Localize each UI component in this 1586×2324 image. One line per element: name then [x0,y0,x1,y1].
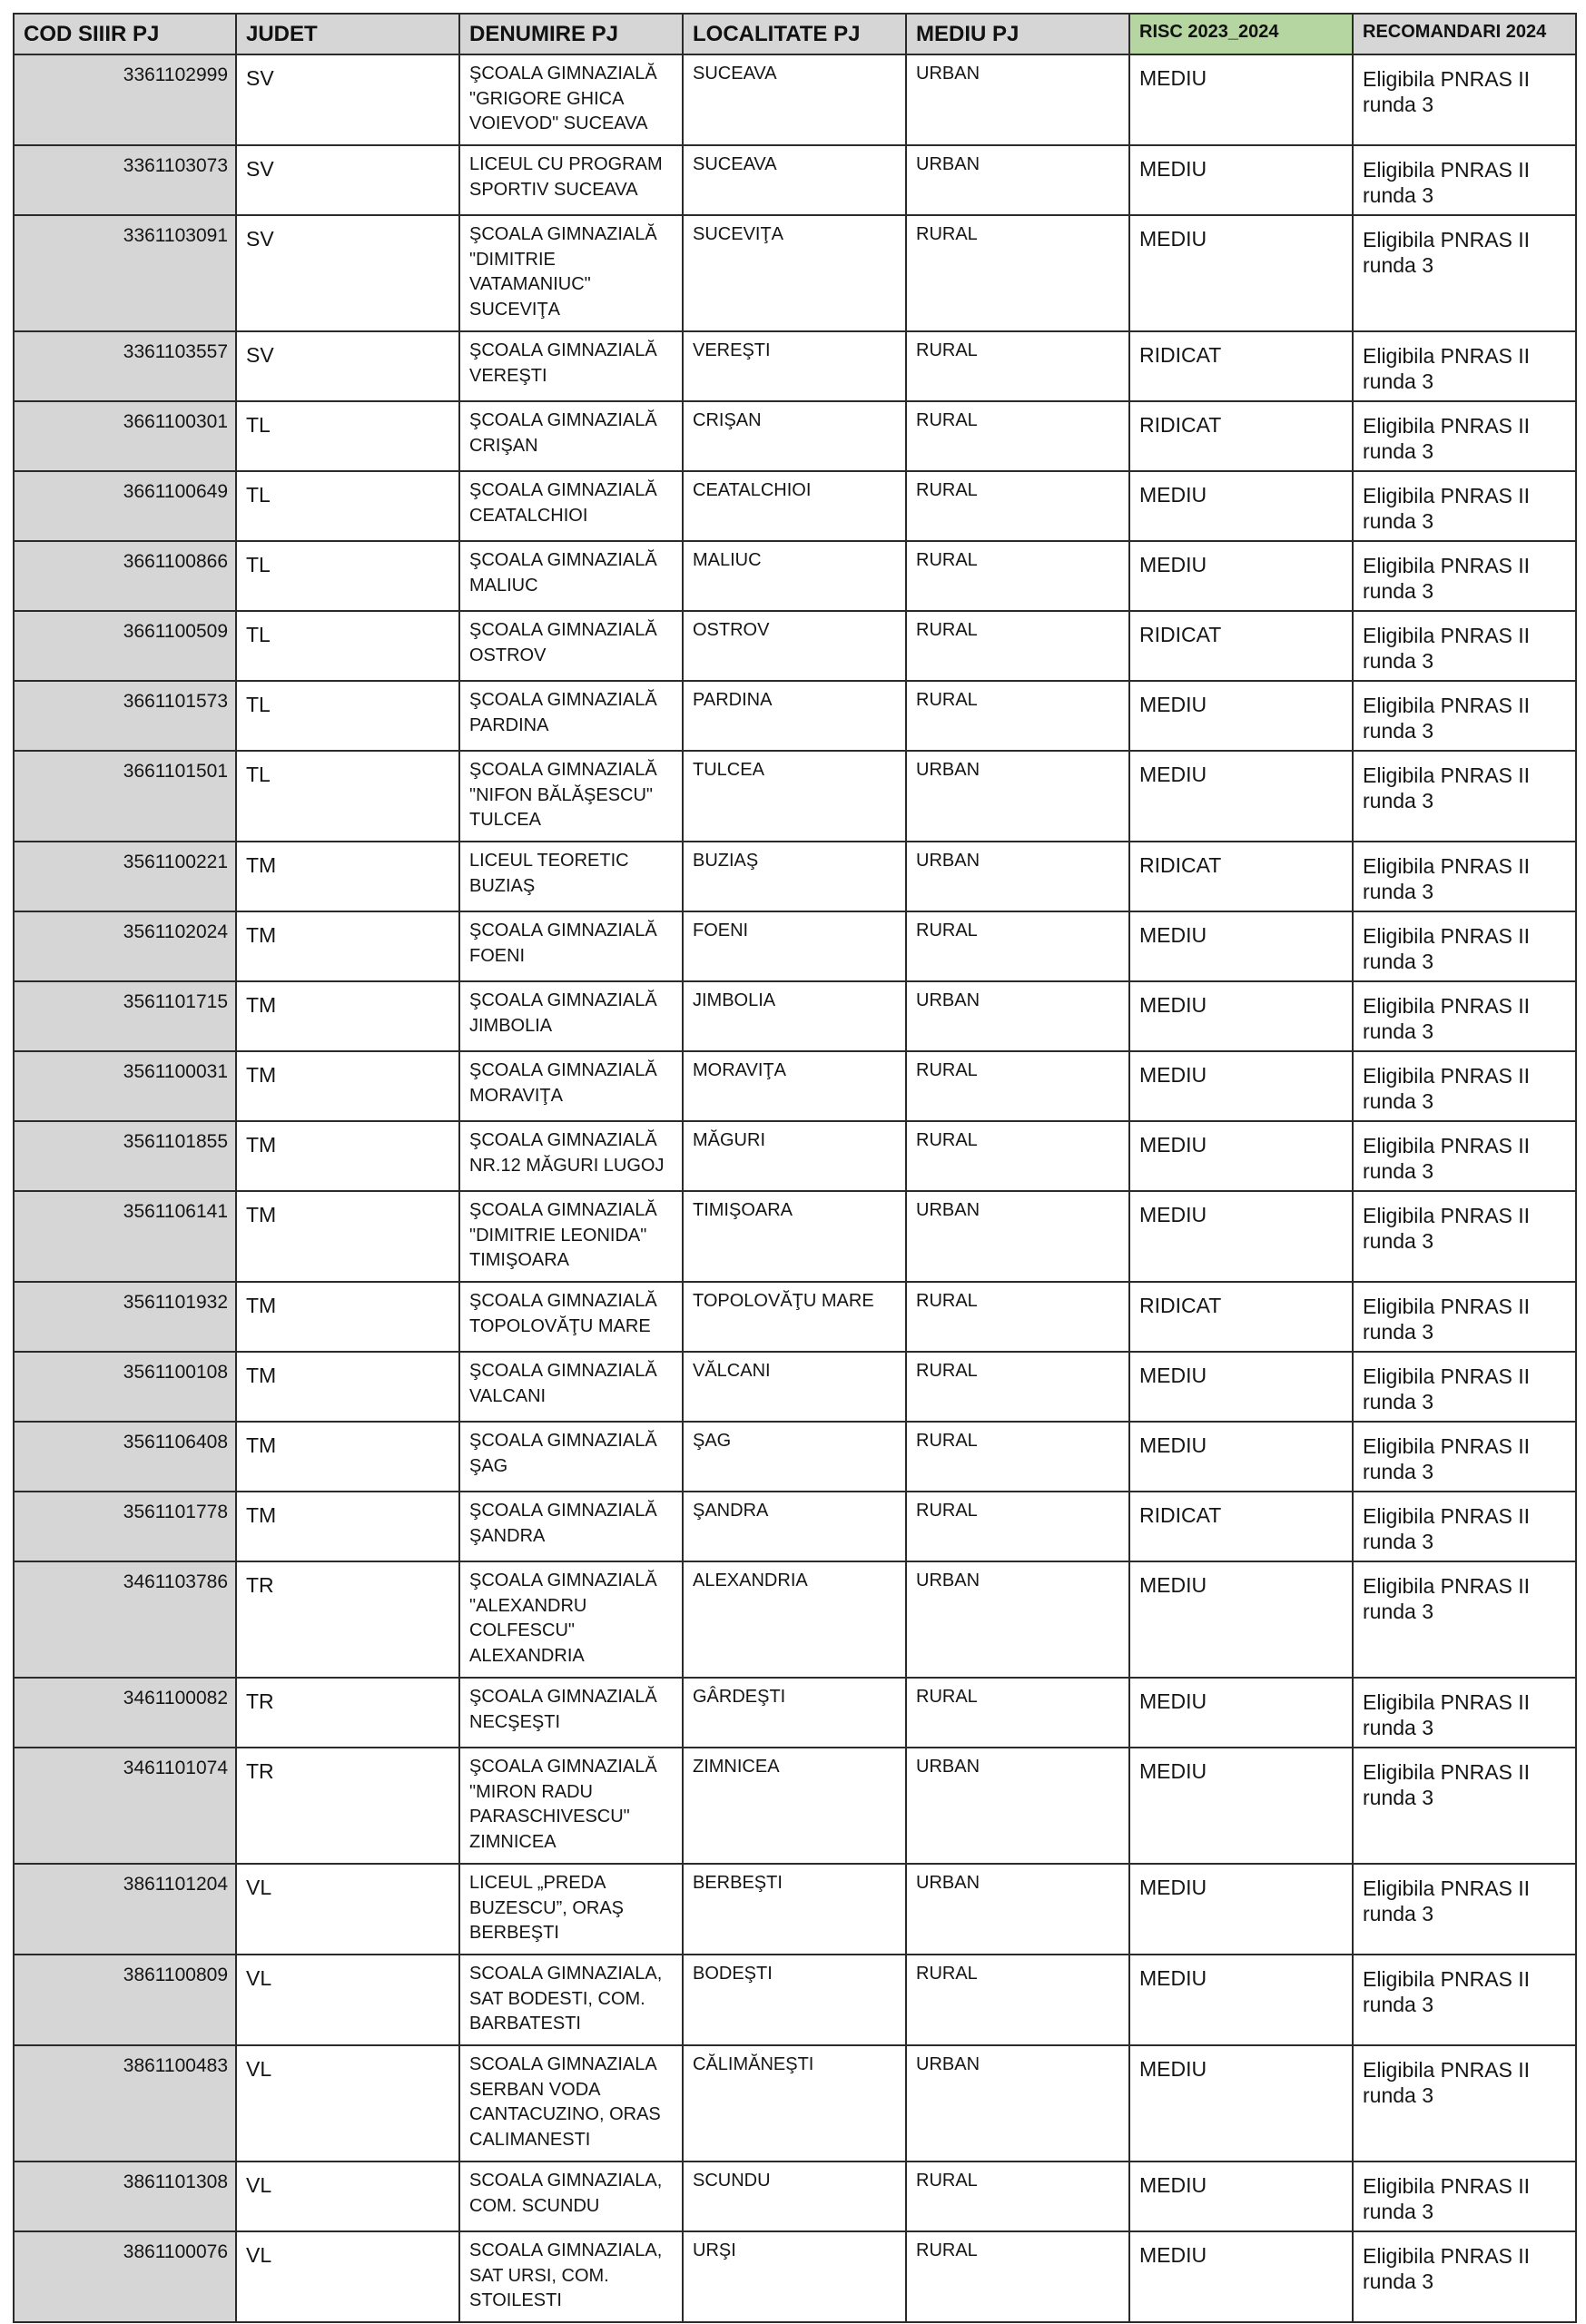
cell-localitate[interactable]: CEATALCHIOI [683,471,906,541]
cell-localitate[interactable]: TULCEA [683,751,906,842]
cell-mediu[interactable]: RURAL [906,331,1129,401]
table-row[interactable] [14,331,1576,401]
cell-risc[interactable]: MEDIU [1129,215,1353,331]
cell-recomandari[interactable]: Eligibila PNRAS II runda 3 [1353,981,1576,1051]
cell-judet[interactable]: SV [236,145,459,215]
cell-cod-siiir[interactable]: 3661100866 [14,541,236,611]
cell-localitate[interactable]: SUCEAVA [683,54,906,145]
cell-mediu[interactable]: RURAL [906,2162,1129,2231]
table-row[interactable] [14,1678,1576,1748]
cell-denumire[interactable]: SCOALA GIMNAZIALA SERBAN VODA CANTACUZINO, ORAS CALIMANESTI [459,2045,683,2162]
cell-judet[interactable]: SV [236,54,459,145]
cell-mediu[interactable]: URBAN [906,2045,1129,2162]
header-localitate[interactable]: LOCALITATE PJ [683,14,906,54]
cell-risc[interactable]: RIDICAT [1129,1282,1353,1352]
cell-denumire[interactable]: ŞCOALA GIMNAZIALĂ ŞANDRA [459,1492,683,1561]
cell-localitate[interactable]: TOPOLOVĂŢU MARE [683,1282,906,1352]
cell-cod-siiir[interactable]: 3561106141 [14,1191,236,1282]
cell-localitate[interactable]: FOENI [683,911,906,981]
cell-risc[interactable]: MEDIU [1129,1051,1353,1121]
table-row[interactable] [14,1748,1576,1864]
table-row[interactable] [14,751,1576,842]
cell-risc[interactable]: MEDIU [1129,1121,1353,1191]
cell-cod-siiir[interactable]: 3861101204 [14,1864,236,1955]
cell-risc[interactable]: MEDIU [1129,911,1353,981]
cell-mediu[interactable]: RURAL [906,471,1129,541]
cell-recomandari[interactable]: Eligibila PNRAS II runda 3 [1353,1121,1576,1191]
table-row[interactable] [14,1121,1576,1191]
cell-risc[interactable]: MEDIU [1129,2045,1353,2162]
cell-cod-siiir[interactable]: 3361102999 [14,54,236,145]
table-row[interactable] [14,1422,1576,1492]
table-row[interactable] [14,2162,1576,2231]
cell-mediu[interactable]: RURAL [906,611,1129,681]
cell-recomandari[interactable]: Eligibila PNRAS II runda 3 [1353,215,1576,331]
cell-denumire[interactable]: SCOALA GIMNAZIALA, SAT BODESTI, COM. BARBATESTI [459,1955,683,2045]
cell-judet[interactable]: TM [236,1422,459,1492]
cell-mediu[interactable]: URBAN [906,981,1129,1051]
cell-denumire[interactable]: ŞCOALA GIMNAZIALĂ "NIFON BĂLĂŞESCU" TULCEA [459,751,683,842]
table-row[interactable] [14,54,1576,145]
table-row[interactable] [14,541,1576,611]
table-row[interactable] [14,1191,1576,1282]
cell-cod-siiir[interactable]: 3361103073 [14,145,236,215]
cell-denumire[interactable]: ŞCOALA GIMNAZIALĂ NR.12 MĂGURI LUGOJ [459,1121,683,1191]
cell-judet[interactable]: TL [236,541,459,611]
cell-judet[interactable]: TR [236,1748,459,1864]
cell-recomandari[interactable]: Eligibila PNRAS II runda 3 [1353,1492,1576,1561]
cell-cod-siiir[interactable]: 3461100082 [14,1678,236,1748]
cell-cod-siiir[interactable]: 3661101501 [14,751,236,842]
cell-mediu[interactable]: URBAN [906,842,1129,911]
cell-judet[interactable]: SV [236,331,459,401]
cell-cod-siiir[interactable]: 3661101573 [14,681,236,751]
cell-denumire[interactable]: ŞCOALA GIMNAZIALĂ "DIMITRIE LEONIDA" TIMIŞOARA [459,1191,683,1282]
cell-recomandari[interactable]: Eligibila PNRAS II runda 3 [1353,1051,1576,1121]
cell-localitate[interactable]: BUZIAŞ [683,842,906,911]
cell-recomandari[interactable]: Eligibila PNRAS II runda 3 [1353,1864,1576,1955]
cell-mediu[interactable]: URBAN [906,54,1129,145]
schools-table [13,13,1577,2323]
cell-mediu[interactable]: URBAN [906,145,1129,215]
cell-recomandari[interactable]: Eligibila PNRAS II runda 3 [1353,751,1576,842]
cell-denumire[interactable]: ŞCOALA GIMNAZIALĂ "GRIGORE GHICA VOIEVOD" SUCEAVA [459,54,683,145]
cell-judet[interactable]: TL [236,471,459,541]
cell-judet[interactable]: VL [236,2231,459,2322]
cell-denumire[interactable]: ŞCOALA GIMNAZIALĂ "DIMITRIE VATAMANIUC" SUCEVIŢA [459,215,683,331]
cell-cod-siiir[interactable]: 3361103091 [14,215,236,331]
cell-localitate[interactable]: VĂLCANI [683,1352,906,1422]
cell-judet[interactable]: TR [236,1678,459,1748]
cell-denumire[interactable]: ŞCOALA GIMNAZIALĂ MALIUC [459,541,683,611]
cell-risc[interactable]: MEDIU [1129,145,1353,215]
table-row[interactable] [14,911,1576,981]
cell-recomandari[interactable]: Eligibila PNRAS II runda 3 [1353,401,1576,471]
cell-recomandari[interactable]: Eligibila PNRAS II runda 3 [1353,842,1576,911]
cell-localitate[interactable]: CĂLIMĂNEŞTI [683,2045,906,2162]
cell-denumire[interactable]: ŞCOALA GIMNAZIALĂ JIMBOLIA [459,981,683,1051]
cell-localitate[interactable]: OSTROV [683,611,906,681]
cell-recomandari[interactable]: Eligibila PNRAS II runda 3 [1353,1352,1576,1422]
cell-mediu[interactable]: RURAL [906,1492,1129,1561]
cell-risc[interactable]: MEDIU [1129,541,1353,611]
cell-risc[interactable]: MEDIU [1129,681,1353,751]
cell-mediu[interactable]: URBAN [906,1748,1129,1864]
cell-cod-siiir[interactable]: 3561100031 [14,1051,236,1121]
cell-mediu[interactable]: URBAN [906,1561,1129,1678]
cell-cod-siiir[interactable]: 3561101855 [14,1121,236,1191]
header-risc[interactable]: RISC 2023_2024 [1129,14,1353,54]
cell-cod-siiir[interactable]: 3561101715 [14,981,236,1051]
cell-cod-siiir[interactable]: 3561101932 [14,1282,236,1352]
cell-judet[interactable]: TM [236,1282,459,1352]
table-row[interactable] [14,1282,1576,1352]
cell-denumire[interactable]: ŞCOALA GIMNAZIALĂ FOENI [459,911,683,981]
cell-recomandari[interactable]: Eligibila PNRAS II runda 3 [1353,1282,1576,1352]
cell-risc[interactable]: MEDIU [1129,751,1353,842]
table-row[interactable] [14,611,1576,681]
cell-recomandari[interactable]: Eligibila PNRAS II runda 3 [1353,541,1576,611]
cell-recomandari[interactable]: Eligibila PNRAS II runda 3 [1353,2231,1576,2322]
cell-cod-siiir[interactable]: 3561106408 [14,1422,236,1492]
cell-risc[interactable]: MEDIU [1129,2231,1353,2322]
cell-mediu[interactable]: RURAL [906,1678,1129,1748]
cell-judet[interactable]: TM [236,1051,459,1121]
cell-judet[interactable]: TM [236,842,459,911]
cell-recomandari[interactable]: Eligibila PNRAS II runda 3 [1353,1561,1576,1678]
table-row[interactable] [14,2045,1576,2162]
cell-localitate[interactable]: BODEŞTI [683,1955,906,2045]
cell-risc[interactable]: RIDICAT [1129,1492,1353,1561]
cell-denumire[interactable]: ŞCOALA GIMNAZIALĂ "MIRON RADU PARASCHIVESCU" ZIMNICEA [459,1748,683,1864]
cell-mediu[interactable]: URBAN [906,1864,1129,1955]
cell-denumire[interactable]: ŞCOALA GIMNAZIALĂ "ALEXANDRU COLFESCU" ALEXANDRIA [459,1561,683,1678]
table-row[interactable] [14,1492,1576,1561]
table-row[interactable] [14,1864,1576,1955]
cell-judet[interactable]: TR [236,1561,459,1678]
cell-mediu[interactable]: RURAL [906,1955,1129,2045]
cell-mediu[interactable]: RURAL [906,215,1129,331]
cell-cod-siiir[interactable]: 3461101074 [14,1748,236,1864]
cell-risc[interactable]: RIDICAT [1129,331,1353,401]
cell-mediu[interactable]: RURAL [906,1352,1129,1422]
cell-denumire[interactable]: ŞCOALA GIMNAZIALĂ NECŞEŞTI [459,1678,683,1748]
cell-cod-siiir[interactable]: 3661100509 [14,611,236,681]
cell-localitate[interactable]: ZIMNICEA [683,1748,906,1864]
cell-localitate[interactable]: JIMBOLIA [683,981,906,1051]
cell-mediu[interactable]: RURAL [906,2231,1129,2322]
cell-denumire[interactable]: ŞCOALA GIMNAZIALĂ MORAVIŢA [459,1051,683,1121]
cell-recomandari[interactable]: Eligibila PNRAS II runda 3 [1353,54,1576,145]
cell-cod-siiir[interactable]: 3561100221 [14,842,236,911]
cell-judet[interactable]: VL [236,2162,459,2231]
cell-recomandari[interactable]: Eligibila PNRAS II runda 3 [1353,331,1576,401]
cell-judet[interactable]: SV [236,215,459,331]
cell-risc[interactable]: MEDIU [1129,54,1353,145]
cell-recomandari[interactable]: Eligibila PNRAS II runda 3 [1353,911,1576,981]
header-judet[interactable]: JUDET [236,14,459,54]
cell-localitate[interactable]: PARDINA [683,681,906,751]
table-row[interactable] [14,981,1576,1051]
cell-risc[interactable]: MEDIU [1129,1352,1353,1422]
cell-judet[interactable]: VL [236,1864,459,1955]
cell-mediu[interactable]: RURAL [906,911,1129,981]
cell-localitate[interactable]: CRIŞAN [683,401,906,471]
cell-localitate[interactable]: MORAVIŢA [683,1051,906,1121]
cell-risc[interactable]: MEDIU [1129,981,1353,1051]
cell-recomandari[interactable]: Eligibila PNRAS II runda 3 [1353,611,1576,681]
cell-denumire[interactable]: ŞCOALA GIMNAZIALĂ VALCANI [459,1352,683,1422]
table-row[interactable] [14,681,1576,751]
cell-mediu[interactable]: RURAL [906,1051,1129,1121]
cell-denumire[interactable]: ŞCOALA GIMNAZIALĂ CEATALCHIOI [459,471,683,541]
cell-risc[interactable]: RIDICAT [1129,842,1353,911]
cell-recomandari[interactable]: Eligibila PNRAS II runda 3 [1353,1955,1576,2045]
cell-cod-siiir[interactable]: 3561101778 [14,1492,236,1561]
cell-recomandari[interactable]: Eligibila PNRAS II runda 3 [1353,1748,1576,1864]
cell-recomandari[interactable]: Eligibila PNRAS II runda 3 [1353,145,1576,215]
cell-judet[interactable]: TM [236,1352,459,1422]
cell-risc[interactable]: RIDICAT [1129,611,1353,681]
header-row [14,14,1576,54]
table-row[interactable] [14,145,1576,215]
header-denumire[interactable]: DENUMIRE PJ [459,14,683,54]
cell-localitate[interactable]: SUCEVIŢA [683,215,906,331]
cell-risc[interactable]: MEDIU [1129,1678,1353,1748]
cell-cod-siiir[interactable]: 3561100108 [14,1352,236,1422]
table-row[interactable] [14,1051,1576,1121]
cell-mediu[interactable]: RURAL [906,1282,1129,1352]
cell-localitate[interactable]: VEREŞTI [683,331,906,401]
cell-denumire[interactable]: LICEUL CU PROGRAM SPORTIV SUCEAVA [459,145,683,215]
cell-localitate[interactable]: SCUNDU [683,2162,906,2231]
cell-cod-siiir[interactable]: 3861101308 [14,2162,236,2231]
cell-judet[interactable]: VL [236,1955,459,2045]
cell-judet[interactable]: TL [236,751,459,842]
cell-denumire[interactable]: ŞCOALA GIMNAZIALĂ TOPOLOVĂŢU MARE [459,1282,683,1352]
cell-judet[interactable]: TM [236,1191,459,1282]
table-row[interactable] [14,2231,1576,2322]
cell-mediu[interactable]: RURAL [906,1422,1129,1492]
cell-recomandari[interactable]: Eligibila PNRAS II runda 3 [1353,1678,1576,1748]
cell-localitate[interactable]: BERBEŞTI [683,1864,906,1955]
cell-cod-siiir[interactable]: 3661100649 [14,471,236,541]
cell-localitate[interactable]: URŞI [683,2231,906,2322]
cell-risc[interactable]: MEDIU [1129,1864,1353,1955]
header-mediu[interactable]: MEDIU PJ [906,14,1129,54]
cell-judet[interactable]: VL [236,2045,459,2162]
cell-denumire[interactable]: ŞCOALA GIMNAZIALĂ CRIŞAN [459,401,683,471]
cell-denumire[interactable]: ŞCOALA GIMNAZIALĂ PARDINA [459,681,683,751]
table-row[interactable] [14,401,1576,471]
cell-mediu[interactable]: URBAN [906,751,1129,842]
cell-denumire[interactable]: LICEUL „PREDA BUZESCU”, ORAŞ BERBEŞTI [459,1864,683,1955]
table-row[interactable] [14,1352,1576,1422]
cell-localitate[interactable]: TIMIŞOARA [683,1191,906,1282]
cell-cod-siiir[interactable]: 3861100483 [14,2045,236,2162]
table-row[interactable] [14,1561,1576,1678]
cell-mediu[interactable]: RURAL [906,401,1129,471]
header-cod-siiir[interactable]: COD SIIIR PJ [14,14,236,54]
cell-judet[interactable]: TL [236,401,459,471]
cell-cod-siiir[interactable]: 3461103786 [14,1561,236,1678]
cell-localitate[interactable]: GÂRDEŞTI [683,1678,906,1748]
cell-localitate[interactable]: MALIUC [683,541,906,611]
cell-judet[interactable]: TM [236,1121,459,1191]
cell-judet[interactable]: TL [236,611,459,681]
cell-cod-siiir[interactable]: 3361103557 [14,331,236,401]
table-row[interactable] [14,1955,1576,2045]
cell-recomandari[interactable]: Eligibila PNRAS II runda 3 [1353,471,1576,541]
cell-risc[interactable]: MEDIU [1129,471,1353,541]
cell-cod-siiir[interactable]: 3861100809 [14,1955,236,2045]
cell-mediu[interactable]: RURAL [906,1121,1129,1191]
cell-cod-siiir[interactable]: 3861100076 [14,2231,236,2322]
cell-localitate[interactable]: ALEXANDRIA [683,1561,906,1678]
cell-recomandari[interactable]: Eligibila PNRAS II runda 3 [1353,1422,1576,1492]
cell-recomandari[interactable]: Eligibila PNRAS II runda 3 [1353,2162,1576,2231]
cell-mediu[interactable]: RURAL [906,681,1129,751]
cell-cod-siiir[interactable]: 3661100301 [14,401,236,471]
cell-judet[interactable]: TL [236,681,459,751]
cell-mediu[interactable]: URBAN [906,1191,1129,1282]
cell-risc[interactable]: MEDIU [1129,2162,1353,2231]
cell-judet[interactable]: TM [236,911,459,981]
table-row[interactable] [14,215,1576,331]
cell-judet[interactable]: TM [236,1492,459,1561]
cell-recomandari[interactable]: Eligibila PNRAS II runda 3 [1353,2045,1576,2162]
cell-risc[interactable]: MEDIU [1129,1422,1353,1492]
cell-localitate[interactable]: SUCEAVA [683,145,906,215]
cell-denumire[interactable]: SCOALA GIMNAZIALA, SAT URSI, COM. STOILESTI [459,2231,683,2322]
cell-denumire[interactable]: SCOALA GIMNAZIALA, COM. SCUNDU [459,2162,683,2231]
cell-risc[interactable]: RIDICAT [1129,401,1353,471]
cell-judet[interactable]: TM [236,981,459,1051]
cell-localitate[interactable]: ŞANDRA [683,1492,906,1561]
table-row[interactable] [14,471,1576,541]
cell-risc[interactable]: MEDIU [1129,1191,1353,1282]
cell-denumire[interactable]: LICEUL TEORETIC BUZIAŞ [459,842,683,911]
table-row[interactable] [14,842,1576,911]
cell-localitate[interactable]: MĂGURI [683,1121,906,1191]
cell-localitate[interactable]: ŞAG [683,1422,906,1492]
header-recomandari[interactable]: RECOMANDARI 2024 [1353,14,1576,54]
cell-denumire[interactable]: ŞCOALA GIMNAZIALĂ OSTROV [459,611,683,681]
cell-recomandari[interactable]: Eligibila PNRAS II runda 3 [1353,1191,1576,1282]
cell-risc[interactable]: MEDIU [1129,1748,1353,1864]
cell-risc[interactable]: MEDIU [1129,1561,1353,1678]
cell-recomandari[interactable]: Eligibila PNRAS II runda 3 [1353,681,1576,751]
cell-cod-siiir[interactable]: 3561102024 [14,911,236,981]
cell-risc[interactable]: MEDIU [1129,1955,1353,2045]
cell-denumire[interactable]: ŞCOALA GIMNAZIALĂ ŞAG [459,1422,683,1492]
cell-denumire[interactable]: ŞCOALA GIMNAZIALĂ VEREŞTI [459,331,683,401]
cell-mediu[interactable]: RURAL [906,541,1129,611]
